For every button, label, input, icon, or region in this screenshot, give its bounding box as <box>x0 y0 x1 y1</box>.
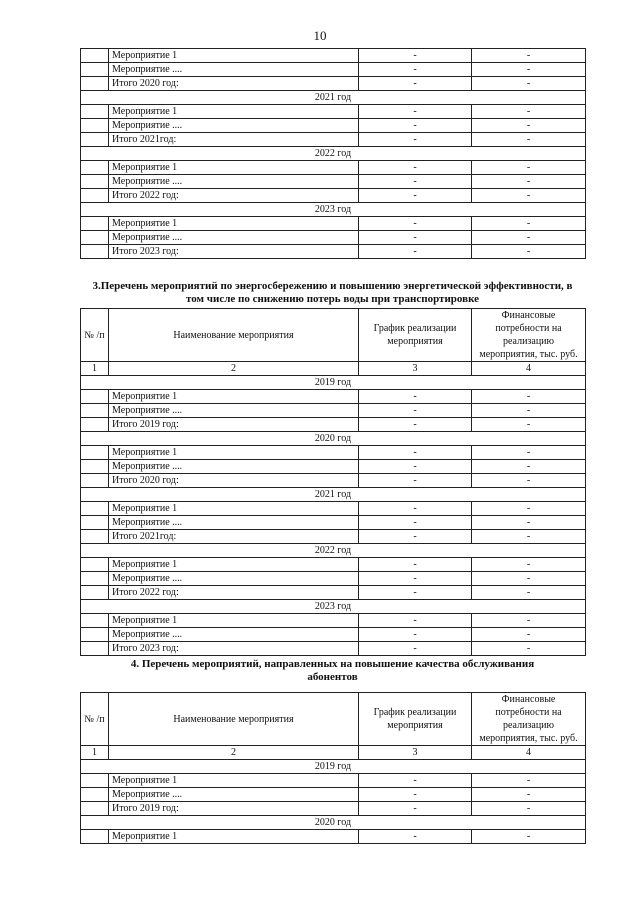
event-name-cell: Итого 2020 год: <box>109 474 359 488</box>
schedule-cell: - <box>359 390 472 404</box>
index-cell: 1 <box>81 362 109 376</box>
schedule-cell: - <box>359 774 472 788</box>
year-row <box>81 147 586 161</box>
header-finance: Финансовые потребности на реализацию мероприятия, тыс. руб. <box>472 693 586 746</box>
schedule-cell: - <box>359 175 472 189</box>
number-cell <box>81 231 109 245</box>
finance-cell: - <box>472 446 586 460</box>
event-name-cell: Мероприятие .... <box>109 516 359 530</box>
number-cell <box>81 133 109 147</box>
event-name-cell: Мероприятие 1 <box>109 446 359 460</box>
schedule-cell: - <box>359 63 472 77</box>
number-cell <box>81 175 109 189</box>
total-row <box>81 189 586 203</box>
event-name-cell: Мероприятие 1 <box>109 217 359 231</box>
finance-cell: - <box>472 189 586 203</box>
event-name-cell: Итого 2022 год: <box>109 586 359 600</box>
number-cell <box>81 119 109 133</box>
event-name-cell: Мероприятие .... <box>109 63 359 77</box>
finance-cell: - <box>472 77 586 91</box>
number-cell <box>81 558 109 572</box>
finance-cell: - <box>472 105 586 119</box>
number-cell <box>81 189 109 203</box>
event-name-cell: Мероприятие 1 <box>109 105 359 119</box>
year-row <box>81 760 586 774</box>
finance-cell: - <box>472 502 586 516</box>
number-cell <box>81 572 109 586</box>
table-row <box>81 460 586 474</box>
finance-cell: - <box>472 175 586 189</box>
finance-cell: - <box>472 802 586 816</box>
index-cell: 2 <box>109 746 359 760</box>
year-row <box>81 488 586 502</box>
schedule-cell: - <box>359 161 472 175</box>
table-row <box>81 49 586 63</box>
number-cell <box>81 77 109 91</box>
year-heading: 2022 год <box>81 544 586 558</box>
schedule-cell: - <box>359 802 472 816</box>
section4-title <box>80 658 585 684</box>
schedule-cell: - <box>359 231 472 245</box>
event-name-cell: Мероприятие .... <box>109 404 359 418</box>
finance-cell: - <box>472 530 586 544</box>
year-row <box>81 203 586 217</box>
event-name-cell: Мероприятие 1 <box>109 161 359 175</box>
finance-cell: - <box>472 133 586 147</box>
total-row <box>81 530 586 544</box>
schedule-cell: - <box>359 189 472 203</box>
schedule-cell: - <box>359 105 472 119</box>
total-row <box>81 586 586 600</box>
header-finance: Финансовые потребности на реализацию мероприятия, тыс. руб. <box>472 309 586 362</box>
event-name-cell: Мероприятие 1 <box>109 390 359 404</box>
event-name-cell: Итого 2021год: <box>109 530 359 544</box>
year-row <box>81 816 586 830</box>
schedule-cell: - <box>359 642 472 656</box>
number-cell <box>81 502 109 516</box>
schedule-cell: - <box>359 830 472 844</box>
number-cell <box>81 217 109 231</box>
total-row <box>81 474 586 488</box>
finance-cell: - <box>472 404 586 418</box>
total-row <box>81 133 586 147</box>
total-row <box>81 245 586 259</box>
page-number: 10 <box>313 28 327 43</box>
finance-cell: - <box>472 614 586 628</box>
event-name-cell: Мероприятие .... <box>109 231 359 245</box>
section3-table <box>80 308 586 656</box>
schedule-cell: - <box>359 133 472 147</box>
event-name-cell: Мероприятие 1 <box>109 614 359 628</box>
schedule-cell: - <box>359 119 472 133</box>
schedule-cell: - <box>359 77 472 91</box>
event-name-cell: Итого 2023 год: <box>109 642 359 656</box>
event-name-cell: Мероприятие .... <box>109 628 359 642</box>
finance-cell: - <box>472 418 586 432</box>
continuation-table <box>80 48 586 259</box>
schedule-cell: - <box>359 558 472 572</box>
schedule-cell: - <box>359 474 472 488</box>
event-name-cell: Мероприятие .... <box>109 572 359 586</box>
event-name-cell: Мероприятие 1 <box>109 774 359 788</box>
year-heading: 2021 год <box>81 91 586 105</box>
event-name-cell: Мероприятие 1 <box>109 830 359 844</box>
finance-cell: - <box>472 119 586 133</box>
schedule-cell: - <box>359 502 472 516</box>
table-row <box>81 217 586 231</box>
year-heading: 2021 год <box>81 488 586 502</box>
schedule-cell: - <box>359 245 472 259</box>
event-name-cell: Мероприятие 1 <box>109 558 359 572</box>
table-row <box>81 63 586 77</box>
schedule-cell: - <box>359 530 472 544</box>
number-cell <box>81 474 109 488</box>
year-row <box>81 91 586 105</box>
finance-cell: - <box>472 788 586 802</box>
table-row <box>81 830 586 844</box>
table-row <box>81 404 586 418</box>
number-cell <box>81 788 109 802</box>
year-row <box>81 432 586 446</box>
table-row <box>81 231 586 245</box>
header-schedule: График реализации мероприятия <box>359 309 472 362</box>
event-name-cell: Итого 2020 год: <box>109 77 359 91</box>
number-cell <box>81 774 109 788</box>
section3-title <box>80 280 585 306</box>
total-row <box>81 77 586 91</box>
year-heading: 2023 год <box>81 203 586 217</box>
schedule-cell: - <box>359 628 472 642</box>
number-cell <box>81 446 109 460</box>
finance-cell: - <box>472 390 586 404</box>
number-cell <box>81 404 109 418</box>
header-number: № /п <box>81 309 109 362</box>
number-cell <box>81 460 109 474</box>
header-name: Наименование мероприятия <box>109 309 359 362</box>
index-cell: 2 <box>109 362 359 376</box>
event-name-cell: Мероприятие 1 <box>109 49 359 63</box>
header-name: Наименование мероприятия <box>109 693 359 746</box>
table-row <box>81 614 586 628</box>
schedule-cell: - <box>359 404 472 418</box>
index-cell: 4 <box>472 362 586 376</box>
finance-cell: - <box>472 161 586 175</box>
finance-cell: - <box>472 830 586 844</box>
year-heading: 2020 год <box>81 816 586 830</box>
event-name-cell: Итого 2023 год: <box>109 245 359 259</box>
section3-title-line2: том числе по снижению потерь воды при транспортировке <box>185 293 480 305</box>
schedule-cell: - <box>359 217 472 231</box>
table-row <box>81 774 586 788</box>
total-row <box>81 802 586 816</box>
number-cell <box>81 245 109 259</box>
number-cell <box>81 628 109 642</box>
finance-cell: - <box>472 572 586 586</box>
year-heading: 2019 год <box>81 376 586 390</box>
index-cell: 1 <box>81 746 109 760</box>
section4-table <box>80 692 586 844</box>
index-cell: 3 <box>359 362 472 376</box>
year-heading: 2022 год <box>81 147 586 161</box>
schedule-cell: - <box>359 460 472 474</box>
table-row <box>81 572 586 586</box>
index-cell: 4 <box>472 746 586 760</box>
schedule-cell: - <box>359 788 472 802</box>
number-cell <box>81 614 109 628</box>
table-row <box>81 502 586 516</box>
event-name-cell: Мероприятие .... <box>109 460 359 474</box>
year-heading: 2020 год <box>81 432 586 446</box>
year-heading: 2023 год <box>81 600 586 614</box>
section4-title-line2: абонентов <box>307 671 358 683</box>
event-name-cell: Итого 2019 год: <box>109 802 359 816</box>
year-row <box>81 376 586 390</box>
year-row <box>81 544 586 558</box>
finance-cell: - <box>472 474 586 488</box>
table-row <box>81 628 586 642</box>
finance-cell: - <box>472 628 586 642</box>
table-row <box>81 105 586 119</box>
total-row <box>81 418 586 432</box>
event-name-cell: Итого 2019 год: <box>109 418 359 432</box>
finance-cell: - <box>472 217 586 231</box>
table-row <box>81 390 586 404</box>
event-name-cell: Мероприятие 1 <box>109 502 359 516</box>
table-row <box>81 558 586 572</box>
table-row <box>81 119 586 133</box>
finance-cell: - <box>472 460 586 474</box>
table-row <box>81 516 586 530</box>
number-cell <box>81 586 109 600</box>
finance-cell: - <box>472 586 586 600</box>
schedule-cell: - <box>359 418 472 432</box>
number-cell <box>81 105 109 119</box>
finance-cell: - <box>472 63 586 77</box>
number-cell <box>81 642 109 656</box>
finance-cell: - <box>472 231 586 245</box>
event-name-cell: Итого 2022 год: <box>109 189 359 203</box>
section3-title-line1: 3.Перечень мероприятий по энергосбережению и повышению энергетической эффективности, в <box>92 280 573 292</box>
schedule-cell: - <box>359 516 472 530</box>
number-cell <box>81 63 109 77</box>
number-cell <box>81 530 109 544</box>
event-name-cell: Мероприятие .... <box>109 175 359 189</box>
header-number: № /п <box>81 693 109 746</box>
finance-cell: - <box>472 245 586 259</box>
event-name-cell: Итого 2021год: <box>109 133 359 147</box>
schedule-cell: - <box>359 614 472 628</box>
event-name-cell: Мероприятие .... <box>109 119 359 133</box>
table-row <box>81 175 586 189</box>
schedule-cell: - <box>359 586 472 600</box>
number-cell <box>81 49 109 63</box>
finance-cell: - <box>472 774 586 788</box>
header-schedule: График реализации мероприятия <box>359 693 472 746</box>
year-row <box>81 600 586 614</box>
finance-cell: - <box>472 49 586 63</box>
event-name-cell: Мероприятие .... <box>109 788 359 802</box>
schedule-cell: - <box>359 49 472 63</box>
number-cell <box>81 830 109 844</box>
finance-cell: - <box>472 642 586 656</box>
number-cell <box>81 802 109 816</box>
number-cell <box>81 516 109 530</box>
finance-cell: - <box>472 558 586 572</box>
number-cell <box>81 390 109 404</box>
index-cell: 3 <box>359 746 472 760</box>
schedule-cell: - <box>359 446 472 460</box>
table-row <box>81 161 586 175</box>
total-row <box>81 642 586 656</box>
number-cell <box>81 161 109 175</box>
table-row <box>81 788 586 802</box>
section4-title-line1: 4. Перечень мероприятий, направленных на повышение качества обслуживания <box>130 658 535 670</box>
number-cell <box>81 418 109 432</box>
finance-cell: - <box>472 516 586 530</box>
year-heading: 2019 год <box>81 760 586 774</box>
schedule-cell: - <box>359 572 472 586</box>
table-row <box>81 446 586 460</box>
